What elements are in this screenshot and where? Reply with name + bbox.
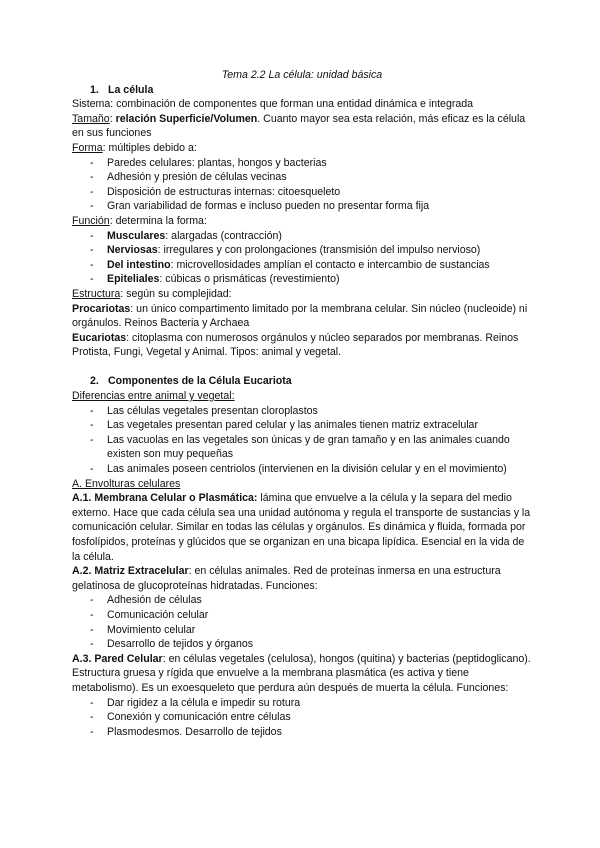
- matriz-text: : en células animales. Red de proteínas inmersa en una estructura gelatinosa de glucoproteínas hidratadas. Funciones:: [72, 565, 501, 592]
- list-item-text: Las animales poseen centriolos (intervienen en la división celular y en el movimiento): [107, 463, 507, 476]
- section-title: La célula: [108, 83, 154, 96]
- list-item-text: : alargadas (contracción): [165, 229, 282, 242]
- bullet-dash: -: [90, 463, 94, 476]
- tamano-paragraph: [72, 112, 532, 141]
- envolturas-heading: A. Envolturas celulares: [72, 477, 181, 490]
- list-item-text: Movimiento celular: [107, 623, 196, 636]
- list-item-term: Musculares: [107, 229, 166, 242]
- list-item-text: Las vegetales presentan pared celular y las animales tienen matriz extracelular: [107, 419, 478, 432]
- bullet-dash: -: [90, 696, 94, 709]
- bullet-dash: -: [90, 200, 94, 213]
- list-item: [72, 229, 532, 244]
- list-item: [72, 623, 532, 638]
- bullet-dash: -: [90, 594, 94, 607]
- list-item-text: Plasmodesmos. Desarrollo de tejidos: [107, 725, 282, 738]
- list-item-term: Epiteliales: [107, 273, 160, 286]
- bullet-dash: -: [90, 404, 94, 417]
- bullet-dash: -: [90, 229, 94, 242]
- list-item-text: Desarrollo de tejidos y órganos: [107, 638, 254, 651]
- list-item-text: Comunicación celular: [107, 608, 209, 621]
- membrana-paragraph: [72, 491, 532, 564]
- list-item-text: : irregulares y con prolongaciones (transmisión del impulso nervioso): [157, 244, 481, 257]
- list-item: [72, 462, 532, 477]
- list-item-text: Conexión y comunicación entre células: [107, 711, 291, 724]
- list-item-text: Adhesión de células: [107, 594, 202, 607]
- forma-paragraph: [72, 141, 532, 156]
- list-item-text: Las vacuolas en las vegetales son únicas y de gran tamaño y en las animales cuando existen son muy pequeñas: [107, 433, 510, 461]
- eucariotas-paragraph: [72, 331, 532, 360]
- list-item-text: Las células vegetales presentan cloroplastos: [107, 404, 318, 417]
- list-item-text: : cúbicas o prismáticas (revestimiento): [159, 273, 340, 286]
- tamano-label: Tamaño: [72, 112, 110, 125]
- bullet-dash: -: [90, 433, 94, 446]
- eucariotas-term: Eucariotas: [72, 331, 127, 344]
- list-item: [72, 404, 532, 419]
- blank-line: [72, 360, 532, 375]
- list-item-text: Paredes celulares: plantas, hongos y bacterias: [107, 156, 327, 169]
- tamano-bold: relación Superficie/Volumen: [115, 112, 258, 125]
- list-item: [72, 418, 532, 433]
- matriz-paragraph: [72, 564, 532, 593]
- list-item: [72, 185, 532, 200]
- list-item: [72, 170, 532, 185]
- forma-label: Forma: [72, 141, 103, 154]
- funcion-label: Función: [72, 214, 110, 227]
- diferencias-heading: Diferencias entre animal y vegetal:: [72, 390, 235, 403]
- funcion-paragraph: [72, 214, 532, 229]
- tamano-colon: :: [109, 112, 116, 125]
- bullet-dash: -: [90, 419, 94, 432]
- bullet-dash: -: [90, 244, 94, 257]
- section-1-heading: [72, 83, 532, 98]
- list-item-term: Nerviosas: [107, 244, 158, 257]
- procariotas-paragraph: [72, 302, 532, 331]
- list-item: [72, 272, 532, 287]
- bullet-dash: -: [90, 608, 94, 621]
- membrana-text: lámina que envuelve a la célula y la separa del medio externo. Hace que cada célula sea una unidad autónoma y regula el transporte de sustancias y la comunicación celular. Similar en todas las células y orgánulos. Es dinámica y fluida, formada por fosfolípidos, proteínas y glúcidos que se organizan en una bicapa lipídica. Esencial en la vida de la célula.: [72, 492, 531, 563]
- list-item: [72, 593, 532, 608]
- list-item-text: Gran variabilidad de formas e incluso pueden no presentar forma fija: [107, 200, 430, 213]
- list-item-text: : microvellosidades amplían el contacto e intercambio de sustancias: [170, 258, 490, 271]
- sistema-paragraph: Sistema: combinación de componentes que forman una entidad dinámica e integrada: [72, 98, 474, 111]
- estructura-label: Estructura: [72, 287, 121, 300]
- list-item: [72, 199, 532, 214]
- pared-paragraph: [72, 652, 532, 696]
- list-item: [72, 156, 532, 171]
- list-item-text: Dar rigidez a la célula e impedir su rotura: [107, 696, 301, 709]
- bullet-dash: -: [90, 711, 94, 724]
- list-item-text: Adhesión y presión de células vecinas: [107, 171, 287, 184]
- forma-text: : múltiples debido a:: [102, 141, 197, 154]
- list-item: [72, 725, 532, 740]
- list-item: [72, 243, 532, 258]
- eucariotas-text: : citoplasma con numerosos orgánulos y núcleo separados por membranas. Reinos Protista, Fungi, Vegetal y Animal. Tipos: animal y vegetal.: [72, 331, 519, 359]
- estructura-text: : según su complejidad:: [120, 287, 232, 300]
- list-item: [72, 637, 532, 652]
- procariotas-term: Procariotas: [72, 302, 131, 315]
- bullet-dash: -: [90, 638, 94, 651]
- section-title: Componentes de la Célula Eucariota: [108, 375, 292, 388]
- list-item-term: Del intestino: [107, 258, 171, 271]
- document-title: Tema 2.2 La célula: unidad básica: [221, 69, 383, 81]
- tamano-text: . Cuanto mayor sea esta relación, más eficaz es la célula en sus funciones: [72, 112, 526, 140]
- section-number: 2.: [90, 375, 99, 388]
- pared-text: : en células vegetales (celulosa), hongos (quitina) y bacterias (peptidoglicano). Estructura gruesa y rígida que envuelve a la membrana plasmática (es activa y tiene metabolismo). Es un exoesqueleto que perdura aún después de muerta la célula. Funciones:: [72, 652, 531, 694]
- membrana-term: A.1. Membrana Celular o Plasmática:: [72, 492, 258, 505]
- bullet-dash: -: [90, 725, 94, 738]
- section-2-heading: [72, 374, 532, 389]
- bullet-dash: -: [90, 258, 94, 271]
- document-page: [72, 68, 532, 739]
- funcion-text: : determina la forma:: [109, 214, 207, 227]
- pared-term: A.3. Pared Celular: [72, 652, 163, 665]
- section-number: 1.: [90, 83, 99, 96]
- list-item: [72, 258, 532, 273]
- estructura-paragraph: [72, 287, 532, 302]
- list-item: [72, 696, 532, 711]
- procariotas-text: : un único compartimento limitado por la membrana celular. Sin núcleo (nucleoide) ni orgánulos. Reinos Bacteria y Archaea: [72, 302, 528, 330]
- list-item: [72, 710, 532, 725]
- list-item: [72, 433, 532, 462]
- list-item-text: Disposición de estructuras internas: citoesqueleto: [107, 185, 341, 198]
- bullet-dash: -: [90, 185, 94, 198]
- matriz-term: A.2. Matriz Extracelular: [72, 565, 189, 578]
- bullet-dash: -: [90, 171, 94, 184]
- list-item: [72, 608, 532, 623]
- bullet-dash: -: [90, 156, 94, 169]
- bullet-dash: -: [90, 623, 94, 636]
- bullet-dash: -: [90, 273, 94, 286]
